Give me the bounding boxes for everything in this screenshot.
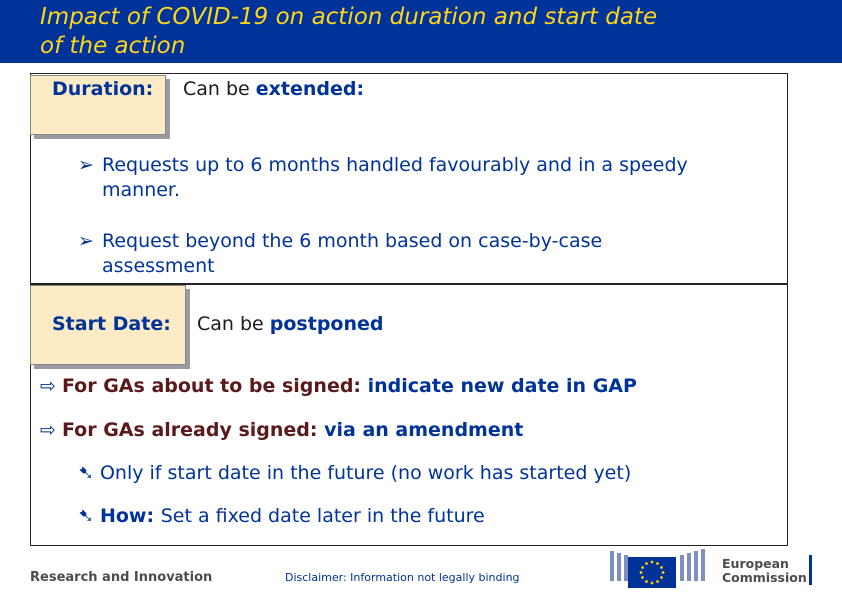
start-item-2-lead: For GAs already signed: — [61, 419, 325, 441]
footer-research-innovation: Research and Innovation — [30, 570, 213, 585]
title-line-1: Impact of COVID-19 on action duration and start date — [40, 4, 658, 30]
start-item-2-rest: via an amendment — [324, 419, 524, 441]
start-subitem-1 — [78, 462, 631, 484]
ec-logo-line2: Commission — [722, 570, 807, 585]
slide-header — [0, 0, 842, 63]
ec-logo-text — [722, 557, 807, 585]
start-subitem-2 — [78, 505, 485, 527]
slide-title — [40, 3, 657, 61]
start-item-2 — [40, 419, 523, 441]
hollow-arrow-icon: ⇨ — [40, 419, 56, 441]
title-line-2: of the action — [40, 33, 186, 59]
duration-bullet-2-line2: assessment — [102, 255, 215, 277]
duration-bullet-1-line2: manner. — [102, 179, 181, 201]
duration-bullet-2-line1: Request beyond the 6 month based on case-by-case — [102, 230, 603, 252]
ec-logo-bar — [809, 555, 812, 585]
start-subitem-1-text: Only if start date in the future (no work has started yet) — [99, 462, 632, 484]
european-commission-logo — [606, 547, 816, 593]
curved-arrow-icon: ➷ — [78, 505, 94, 527]
start-subitem-2-text: Set a fixed date later in the future — [160, 505, 485, 527]
footer-disclaimer: Disclaimer: Information not legally binding — [285, 571, 520, 584]
start-subitem-2-lead: How: — [99, 505, 161, 527]
duration-intro-emphasis: extended: — [255, 78, 365, 100]
arrow-bullet-icon: ➢ — [78, 154, 94, 176]
hollow-arrow-icon: ⇨ — [40, 375, 56, 397]
arrow-bullet-icon: ➢ — [78, 230, 94, 252]
duration-bullet-1-line1: Requests up to 6 months handled favourably and in a speedy — [102, 154, 688, 176]
start-item-1-rest: indicate new date in GAP — [367, 375, 637, 397]
eu-flag-icon — [628, 557, 676, 588]
start-item-1 — [40, 375, 637, 397]
start-intro-prefix: Can be — [197, 313, 270, 335]
start-item-1-lead: For GAs about to be signed: — [61, 375, 368, 397]
start-intro — [197, 313, 384, 335]
duration-intro-prefix: Can be — [183, 78, 256, 100]
duration-label: Duration: — [52, 78, 154, 100]
start-label: Start Date: — [52, 313, 171, 335]
ec-logo-line1: European — [722, 556, 789, 571]
start-intro-emphasis: postponed — [269, 313, 384, 335]
curved-arrow-icon: ➷ — [78, 462, 94, 484]
duration-intro — [183, 78, 364, 100]
